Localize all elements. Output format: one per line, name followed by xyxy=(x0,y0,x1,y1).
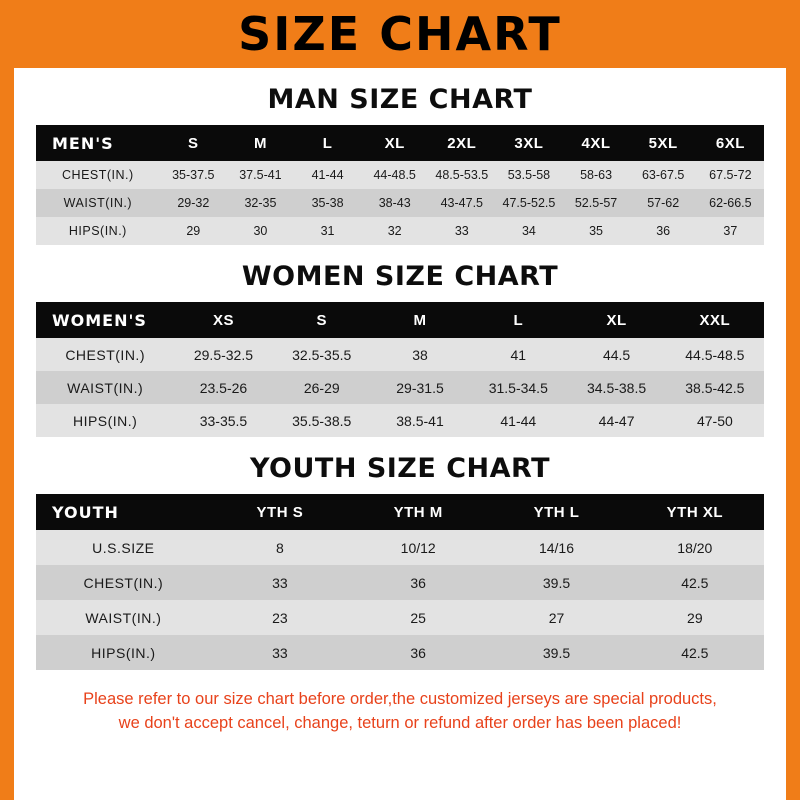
youth-size-table xyxy=(36,494,764,670)
row-header: U.S.SIZE xyxy=(36,530,211,565)
footer-note xyxy=(36,688,764,736)
table-row xyxy=(36,217,764,245)
row-header: WAIST(IN.) xyxy=(36,371,174,404)
column-header: 2XL xyxy=(428,125,495,161)
banner xyxy=(0,0,800,68)
table-cell: 44.5-48.5 xyxy=(666,338,764,371)
table-cell: 53.5-58 xyxy=(495,161,562,189)
table-cell: 42.5 xyxy=(626,635,764,670)
column-header: YTH L xyxy=(487,494,625,530)
table-cell: 23.5-26 xyxy=(174,371,272,404)
table-header-row xyxy=(36,494,764,530)
table-cell: 29.5-32.5 xyxy=(174,338,272,371)
table-row xyxy=(36,635,764,670)
column-header: L xyxy=(469,302,567,338)
table-cell: 48.5-53.5 xyxy=(428,161,495,189)
row-header: HIPS(IN.) xyxy=(36,217,160,245)
column-header: XXL xyxy=(666,302,764,338)
footer-line-1: Please refer to our size chart before order,the customized jerseys are special products, xyxy=(83,690,717,708)
section-title-men: MAN SIZE CHART xyxy=(267,84,533,115)
table-cell: 47.5-52.5 xyxy=(495,189,562,217)
table-cell: 8 xyxy=(211,530,349,565)
section-title-youth: YOUTH SIZE CHART xyxy=(249,453,551,484)
column-header: L xyxy=(294,125,361,161)
column-header: YOUTH xyxy=(36,494,211,530)
row-header: CHEST(IN.) xyxy=(36,565,211,600)
table-cell: 47-50 xyxy=(666,404,764,437)
content xyxy=(14,84,786,736)
column-header: 4XL xyxy=(563,125,630,161)
column-header: S xyxy=(160,125,227,161)
table-cell: 33 xyxy=(428,217,495,245)
table-cell: 14/16 xyxy=(487,530,625,565)
section-women xyxy=(36,261,764,437)
table-cell: 23 xyxy=(211,600,349,635)
column-header: MEN'S xyxy=(36,125,160,161)
section-title-women: WOMEN SIZE CHART xyxy=(241,261,559,292)
table-cell: 26-29 xyxy=(273,371,371,404)
table-cell: 67.5-72 xyxy=(697,161,764,189)
table-row xyxy=(36,161,764,189)
table-cell: 32 xyxy=(361,217,428,245)
table-cell: 35 xyxy=(563,217,630,245)
table-cell: 42.5 xyxy=(626,565,764,600)
table-cell: 36 xyxy=(349,565,487,600)
section-youth xyxy=(36,453,764,670)
table-row xyxy=(36,338,764,371)
table-cell: 35.5-38.5 xyxy=(273,404,371,437)
table-cell: 33 xyxy=(211,635,349,670)
table-cell: 27 xyxy=(487,600,625,635)
column-header: 6XL xyxy=(697,125,764,161)
row-header: CHEST(IN.) xyxy=(36,338,174,371)
footer-line-2: we don't accept cancel, change, teturn or refund after order has been placed! xyxy=(118,713,682,732)
table-cell: 34.5-38.5 xyxy=(567,371,665,404)
table-row xyxy=(36,530,764,565)
table-cell: 57-62 xyxy=(630,189,697,217)
table-cell: 62-66.5 xyxy=(697,189,764,217)
table-cell: 38.5-41 xyxy=(371,404,469,437)
table-cell: 39.5 xyxy=(487,565,625,600)
table-cell: 44.5 xyxy=(567,338,665,371)
table-cell: 35-37.5 xyxy=(160,161,227,189)
table-header-row xyxy=(36,125,764,161)
row-header: CHEST(IN.) xyxy=(36,161,160,189)
table-row xyxy=(36,600,764,635)
column-header: XS xyxy=(174,302,272,338)
column-header: YTH S xyxy=(211,494,349,530)
table-cell: 36 xyxy=(349,635,487,670)
table-cell: 41-44 xyxy=(469,404,567,437)
row-header: HIPS(IN.) xyxy=(36,404,174,437)
column-header: 5XL xyxy=(630,125,697,161)
table-cell: 29 xyxy=(626,600,764,635)
column-header: 3XL xyxy=(495,125,562,161)
table-cell: 37 xyxy=(697,217,764,245)
column-header: M xyxy=(371,302,469,338)
table-cell: 18/20 xyxy=(626,530,764,565)
table-cell: 41-44 xyxy=(294,161,361,189)
column-header: M xyxy=(227,125,294,161)
page-title: SIZE CHART xyxy=(238,7,562,61)
table-cell: 41 xyxy=(469,338,567,371)
table-row xyxy=(36,189,764,217)
column-header: XL xyxy=(361,125,428,161)
table-cell: 39.5 xyxy=(487,635,625,670)
table-cell: 10/12 xyxy=(349,530,487,565)
table-row xyxy=(36,404,764,437)
table-cell: 44-47 xyxy=(567,404,665,437)
table-row xyxy=(36,371,764,404)
table-cell: 25 xyxy=(349,600,487,635)
table-cell: 31 xyxy=(294,217,361,245)
table-cell: 38-43 xyxy=(361,189,428,217)
table-cell: 29 xyxy=(160,217,227,245)
table-cell: 30 xyxy=(227,217,294,245)
column-header: YTH M xyxy=(349,494,487,530)
table-cell: 52.5-57 xyxy=(563,189,630,217)
table-header-row xyxy=(36,302,764,338)
row-header: WAIST(IN.) xyxy=(36,189,160,217)
table-cell: 29-31.5 xyxy=(371,371,469,404)
table-cell: 35-38 xyxy=(294,189,361,217)
table-cell: 33-35.5 xyxy=(174,404,272,437)
table-cell: 63-67.5 xyxy=(630,161,697,189)
table-cell: 32-35 xyxy=(227,189,294,217)
table-cell: 29-32 xyxy=(160,189,227,217)
table-cell: 36 xyxy=(630,217,697,245)
table-cell: 32.5-35.5 xyxy=(273,338,371,371)
table-cell: 37.5-41 xyxy=(227,161,294,189)
row-header: HIPS(IN.) xyxy=(36,635,211,670)
column-header: S xyxy=(273,302,371,338)
table-cell: 58-63 xyxy=(563,161,630,189)
table-cell: 44-48.5 xyxy=(361,161,428,189)
women-size-table xyxy=(36,302,764,437)
table-cell: 43-47.5 xyxy=(428,189,495,217)
column-header: YTH XL xyxy=(626,494,764,530)
table-cell: 38.5-42.5 xyxy=(666,371,764,404)
table-cell: 33 xyxy=(211,565,349,600)
table-row xyxy=(36,565,764,600)
table-cell: 34 xyxy=(495,217,562,245)
section-men xyxy=(36,84,764,245)
table-cell: 38 xyxy=(371,338,469,371)
table-cell: 31.5-34.5 xyxy=(469,371,567,404)
column-header: XL xyxy=(567,302,665,338)
men-size-table xyxy=(36,125,764,245)
column-header: WOMEN'S xyxy=(36,302,174,338)
row-header: WAIST(IN.) xyxy=(36,600,211,635)
